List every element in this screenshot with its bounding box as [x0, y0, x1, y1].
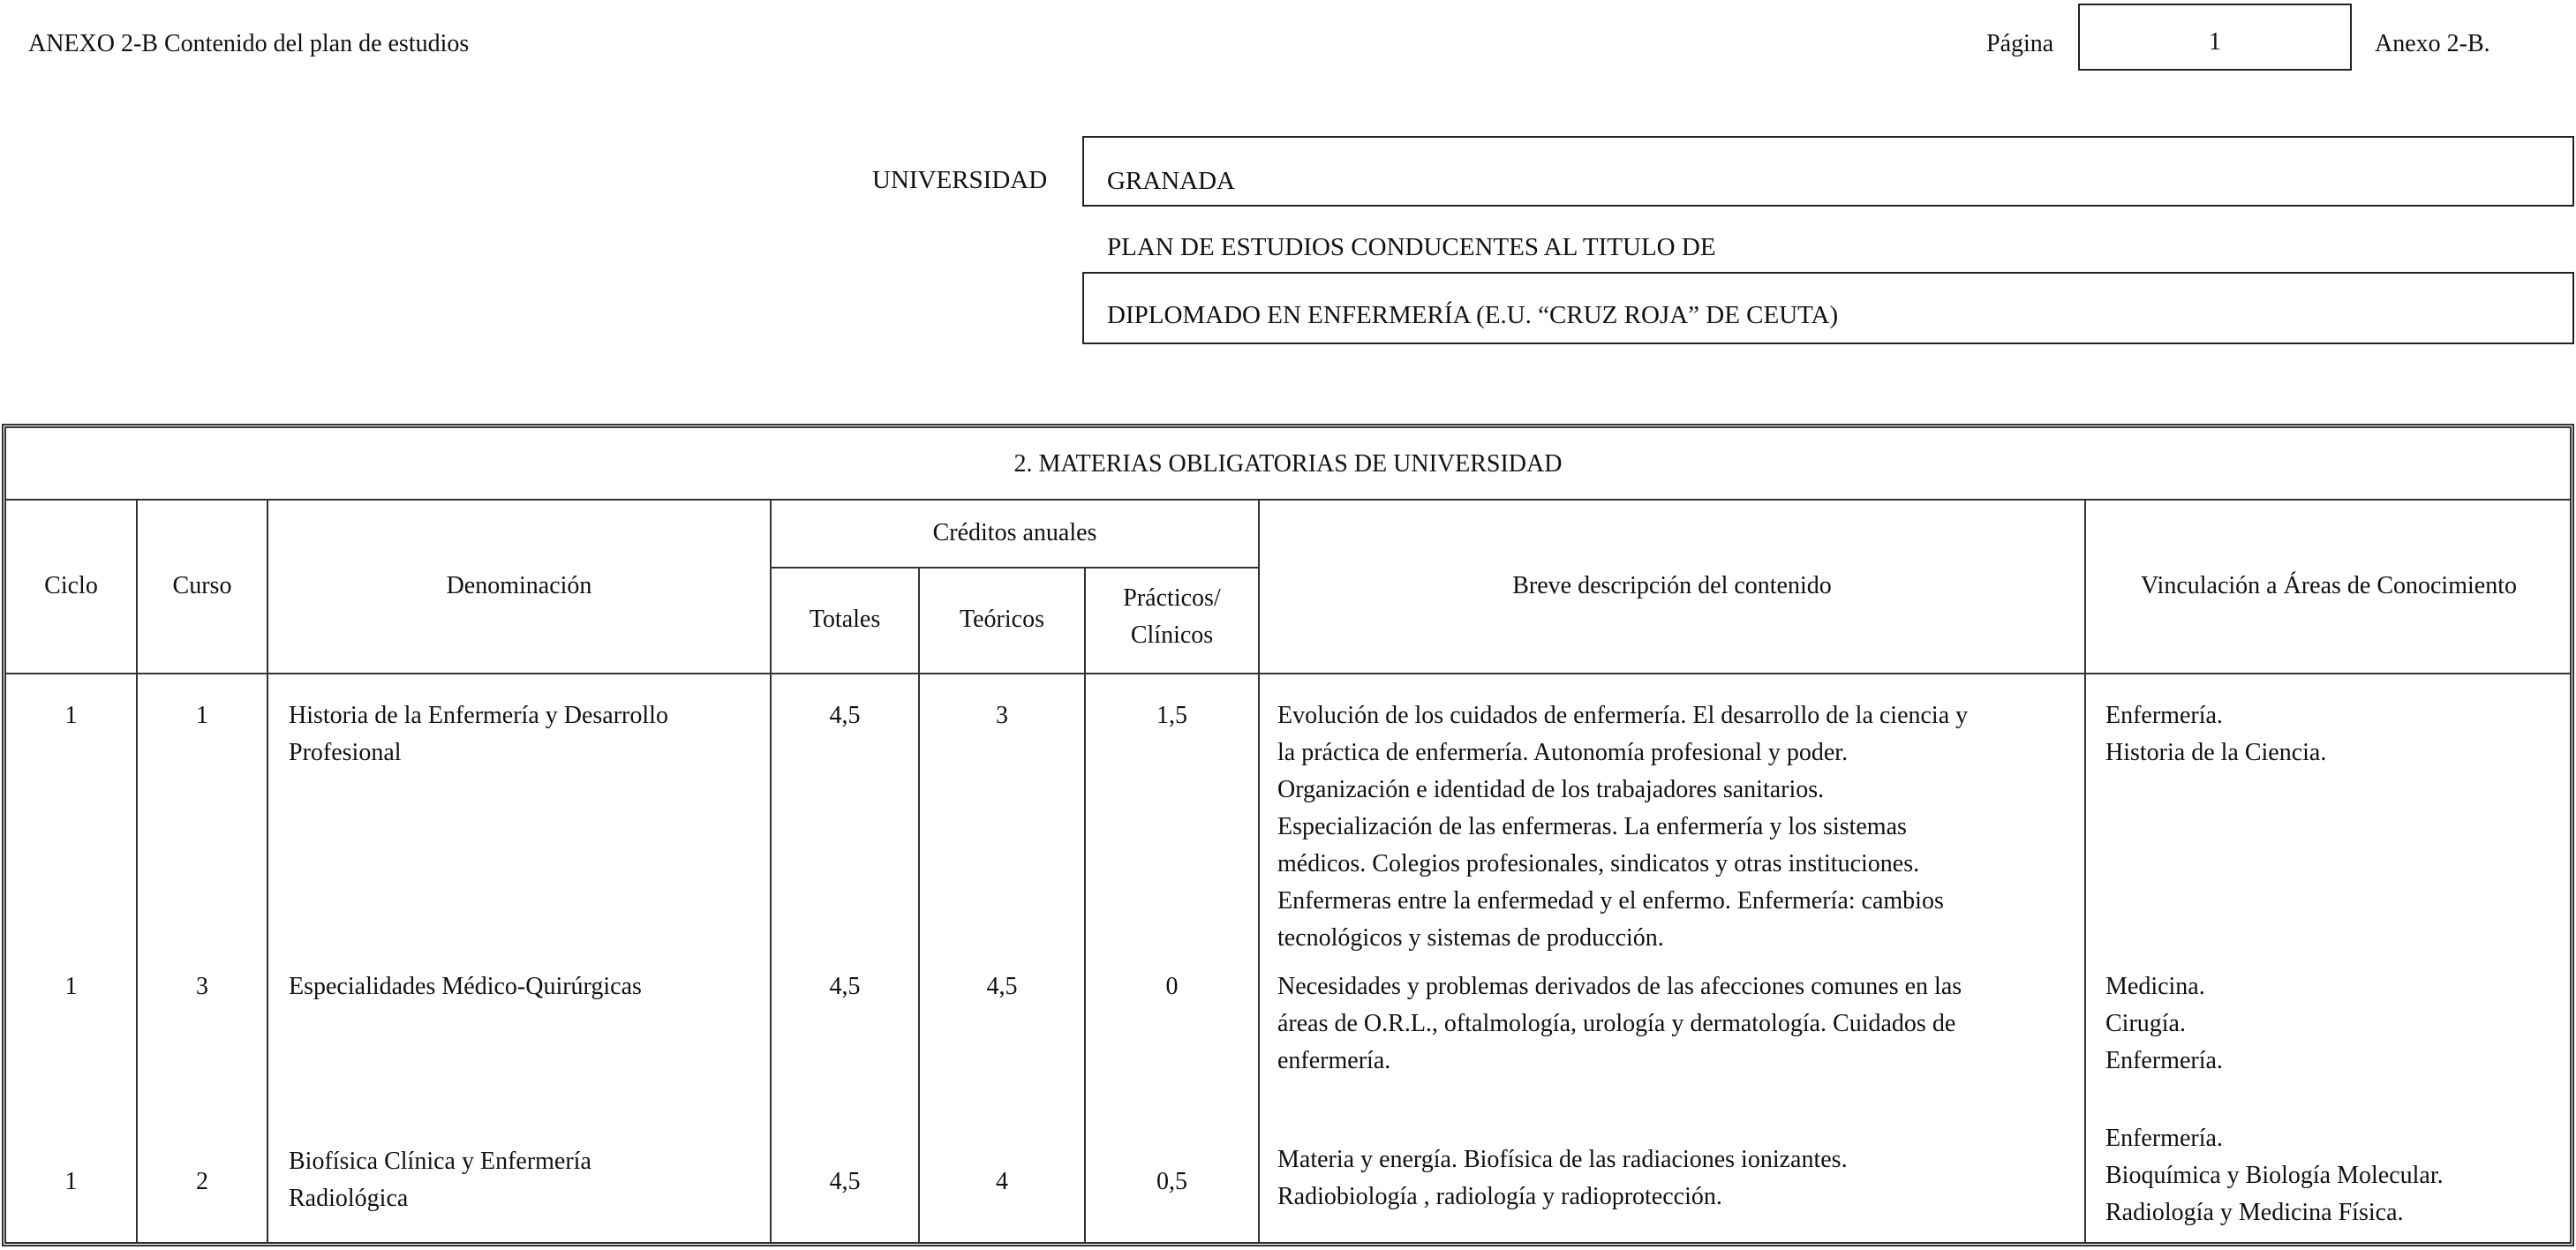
row1-descripcion-line: Especialización de las enfermeras. La enfermería y los sistemas — [1277, 813, 1907, 840]
row2-descripcion-line: enfermería. — [1277, 1047, 1391, 1074]
col-divider — [136, 499, 138, 1242]
page-number: 1 — [2209, 28, 2221, 56]
row1-descripcion — [1277, 697, 1968, 957]
row2-curso: 3 — [196, 973, 208, 1000]
annex-title: ANEXO 2-B Contenido del plan de estudios — [28, 30, 470, 57]
col-header-denominacion: Denominación — [446, 572, 592, 599]
row3-vinculacion — [2105, 1120, 2444, 1231]
university-box — [1082, 136, 2574, 207]
col-divider — [2084, 499, 2086, 1242]
row2-denominacion — [289, 968, 642, 1005]
row1-denominacion-line: Profesional — [289, 739, 402, 766]
row1-descripcion-line: Organización e identidad de los trabajadores sanitarios. — [1277, 776, 1825, 803]
row1-vinculacion-line: Historia de la Ciencia. — [2105, 739, 2327, 766]
row3-descripcion-line: Materia y energía. Biofísica de las radiaciones ionizantes. — [1277, 1146, 1848, 1173]
row3-denominacion — [289, 1143, 591, 1217]
credits-subheader-divider — [770, 567, 1258, 569]
row2-practicos: 0 — [1165, 973, 1179, 1000]
row1-descripcion-line: la práctica de enfermería. Autonomía profesional y poder. — [1277, 739, 1849, 766]
row2-descripcion — [1277, 968, 1962, 1080]
row2-denominacion-line: Especialidades Médico-Quirúrgicas — [289, 973, 642, 1000]
plan-label: PLAN DE ESTUDIOS CONDUCENTES AL TITULO DE — [1107, 233, 1716, 261]
col-header-practicos-line1: Prácticos/ — [1123, 584, 1221, 612]
row3-descripcion-line: Radiobiología , radiología y radioprotección. — [1277, 1183, 1722, 1210]
header-bottom-divider — [6, 673, 2570, 674]
col-divider — [1258, 499, 1260, 1242]
page-label: Página — [1986, 30, 2054, 57]
row1-descripcion-line: médicos. Colegios profesionales, sindicatos y otras instituciones. — [1277, 850, 1920, 877]
row3-curso: 2 — [196, 1168, 208, 1195]
row2-vinculacion-line: Medicina. — [2105, 973, 2205, 1000]
row3-vinculacion-line: Enfermería. — [2105, 1125, 2223, 1152]
col-divider — [1084, 567, 1086, 1242]
table-title: 2. MATERIAS OBLIGATORIAS DE UNIVERSIDAD — [1013, 450, 1563, 478]
row3-descripcion — [1277, 1141, 1848, 1216]
col-header-teoricos: Teóricos — [959, 606, 1044, 633]
row1-ciclo: 1 — [64, 702, 78, 729]
row2-descripcion-line: áreas de O.R.L., oftalmología, urología y dermatología. Cuidados de — [1277, 1010, 1956, 1037]
col-header-practicos-line2: Clínicos — [1130, 621, 1214, 649]
row3-teoricos: 4 — [996, 1168, 1008, 1195]
row1-curso: 1 — [196, 702, 208, 729]
col-header-curso: Curso — [172, 572, 232, 599]
col-header-descripcion: Breve descripción del contenido — [1512, 572, 1832, 599]
row2-descripcion-line: Necesidades y problemas derivados de las afecciones comunes en las — [1277, 973, 1962, 1000]
university-name: GRANADA — [1107, 167, 1235, 195]
row3-totales: 4,5 — [829, 1168, 861, 1195]
degree-box — [1082, 272, 2574, 344]
row1-denominacion — [289, 697, 668, 772]
row2-ciclo: 1 — [64, 973, 78, 1000]
row3-vinculacion-line: Radiología y Medicina Física. — [2105, 1199, 2404, 1226]
row1-totales: 4,5 — [829, 702, 861, 729]
row3-ciclo: 1 — [64, 1168, 78, 1195]
col-header-ciclo: Ciclo — [44, 572, 98, 599]
col-header-totales: Totales — [809, 606, 881, 633]
annex-ref: Anexo 2-B. — [2375, 30, 2490, 57]
row3-denominacion-line: Radiológica — [289, 1185, 409, 1212]
row1-vinculacion-line: Enfermería. — [2105, 702, 2223, 729]
row1-descripcion-line: Evolución de los cuidados de enfermería. El desarrollo de la ciencia y — [1277, 702, 1969, 729]
col-header-vinculacion: Vinculación a Áreas de Conocimiento — [2141, 572, 2517, 599]
row2-vinculacion-line: Cirugía. — [2105, 1010, 2186, 1037]
col-header-creditos: Créditos anuales — [932, 519, 1097, 546]
row2-teoricos: 4,5 — [986, 973, 1018, 1000]
row1-teoricos: 3 — [996, 702, 1008, 729]
col-divider — [918, 567, 920, 1242]
col-divider — [267, 499, 268, 1242]
university-label: UNIVERSIDAD — [872, 166, 1048, 194]
row3-denominacion-line: Biofísica Clínica y Enfermería — [289, 1148, 591, 1175]
row3-practicos: 0,5 — [1156, 1168, 1187, 1195]
row1-descripcion-line: tecnológicos y sistemas de producción. — [1277, 924, 1664, 952]
row1-practicos: 1,5 — [1156, 702, 1187, 729]
row2-vinculacion — [2105, 968, 2223, 1080]
page-number-box — [2078, 4, 2352, 71]
subjects-table — [2, 424, 2574, 1246]
title-divider — [6, 499, 2570, 501]
row1-denominacion-line: Historia de la Enfermería y Desarrollo — [289, 702, 668, 729]
row3-vinculacion-line: Bioquímica y Biología Molecular. — [2105, 1162, 2444, 1189]
row1-vinculacion — [2105, 697, 2326, 772]
row1-descripcion-line: Enfermeras entre la enfermedad y el enfermo. Enfermería: cambios — [1277, 887, 1944, 915]
degree-name: DIPLOMADO EN ENFERMERÍA (E.U. “CRUZ ROJA” DE CEUTA) — [1107, 301, 1839, 329]
col-header-practicos — [1086, 580, 1258, 654]
row2-vinculacion-line: Enfermería. — [2105, 1047, 2223, 1074]
row2-totales: 4,5 — [829, 973, 861, 1000]
